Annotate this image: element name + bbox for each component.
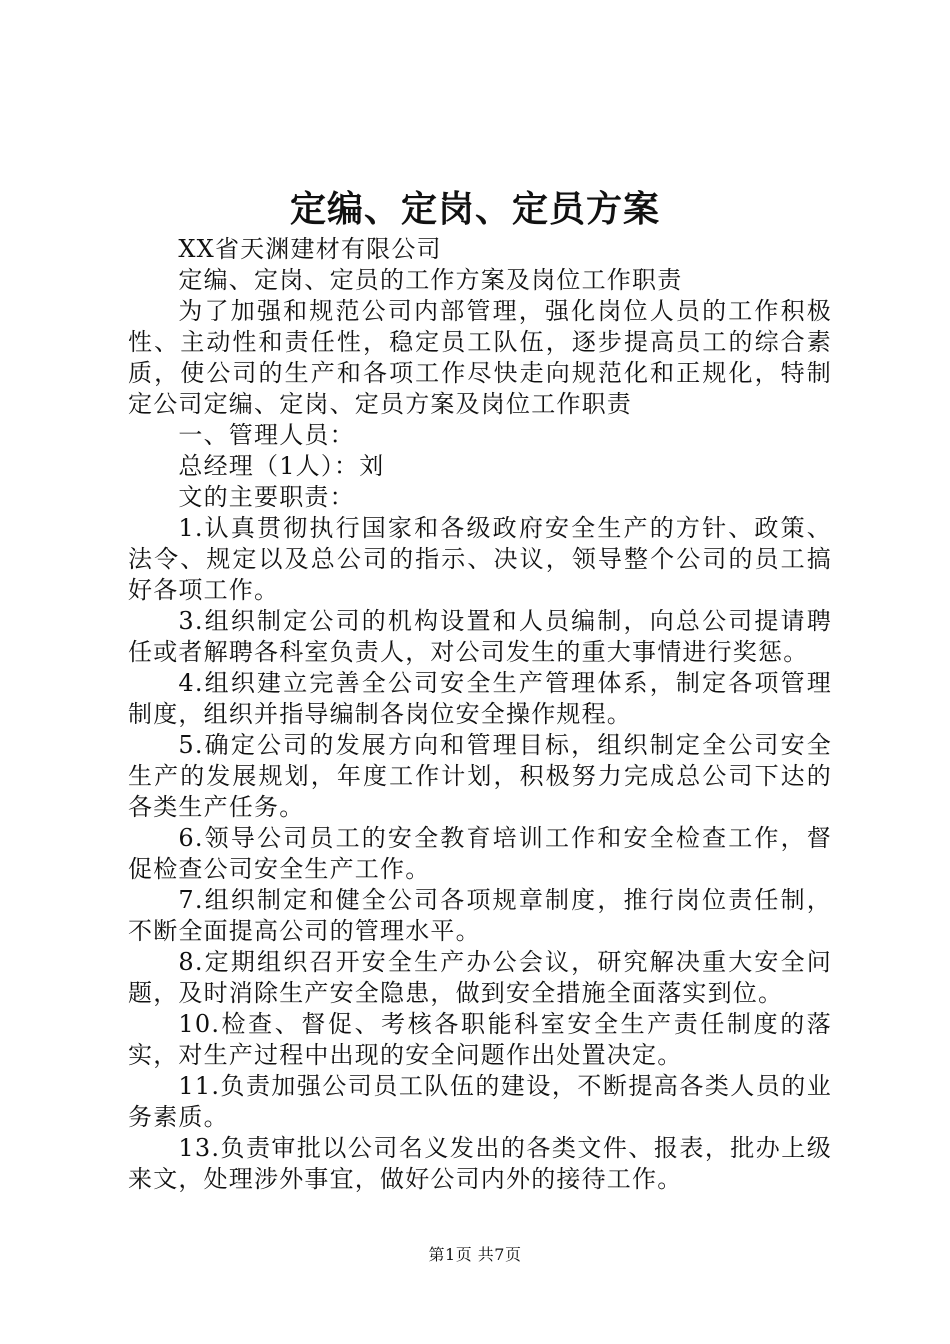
duty-item: 10.检查、督促、考核各职能科室安全生产责任制度的落实，对生产过程中出现的安全问题作出处置决定。 — [128, 1010, 832, 1069]
page-total: 共7页 — [477, 1245, 522, 1264]
page-number: 第1页 — [428, 1245, 473, 1264]
duty-item: 1.认真贯彻执行国家和各级政府安全生产的方针、政策、法令、规定以及总公司的指示、决议，领导整个公司的员工搞好各项工作。 — [128, 514, 832, 604]
document-title: 定编、定岗、定员方案 — [289, 188, 660, 230]
page-footer — [0, 1243, 950, 1267]
duty-item: 7.组织制定和健全公司各项规章制度，推行岗位责任制，不断全面提高公司的管理水平。 — [128, 886, 832, 945]
duty-item: 5.确定公司的发展方向和管理目标，组织制定全公司安全生产的发展规划，年度工作计划，积极努力完成总公司下达的各类生产任务。 — [128, 731, 832, 821]
duty-item: 8.定期组织召开安全生产办公会议，研究解决重大安全问题，及时消除生产安全隐患，做到安全措施全面落实到位。 — [128, 948, 832, 1007]
position-line: 总经理（1人）：刘 — [178, 452, 385, 480]
intro-paragraph: 为了加强和规范公司内部管理，强化岗位人员的工作积极性、主动性和责任性，稳定员工队伍，逐步提高员工的综合素质，使公司的生产和各项工作尽快走向规范化和正规化，特制定公司定编、定岗、定员方案及岗位工作职责 — [128, 297, 832, 418]
duties-heading: 文的主要职责： — [178, 483, 355, 511]
duty-item: 3.组织制定公司的机构设置和人员编制，向总公司提请聘任或者解聘各科室负责人，对公司发生的重大事情进行奖惩。 — [128, 607, 832, 666]
section-heading: 一、管理人员： — [178, 421, 355, 449]
duty-item: 4.组织建立完善全公司安全生产管理体系，制定各项管理制度，组织并指导编制各岗位安全操作规程。 — [128, 669, 832, 728]
duty-item: 6.领导公司员工的安全教育培训工作和安全检查工作，督促检查公司安全生产工作。 — [128, 824, 832, 883]
document-body — [128, 234, 832, 1195]
company-name: XX省天渊建材有限公司 — [178, 235, 442, 263]
duty-item: 11.负责加强公司员工队伍的建设，不断提高各类人员的业务素质。 — [128, 1072, 832, 1131]
duty-item: 13.负责审批以公司名义发出的各类文件、报表，批办上级来文，处理涉外事宜，做好公司内外的接待工作。 — [128, 1134, 832, 1193]
subtitle: 定编、定岗、定员的工作方案及岗位工作职责 — [178, 266, 683, 294]
